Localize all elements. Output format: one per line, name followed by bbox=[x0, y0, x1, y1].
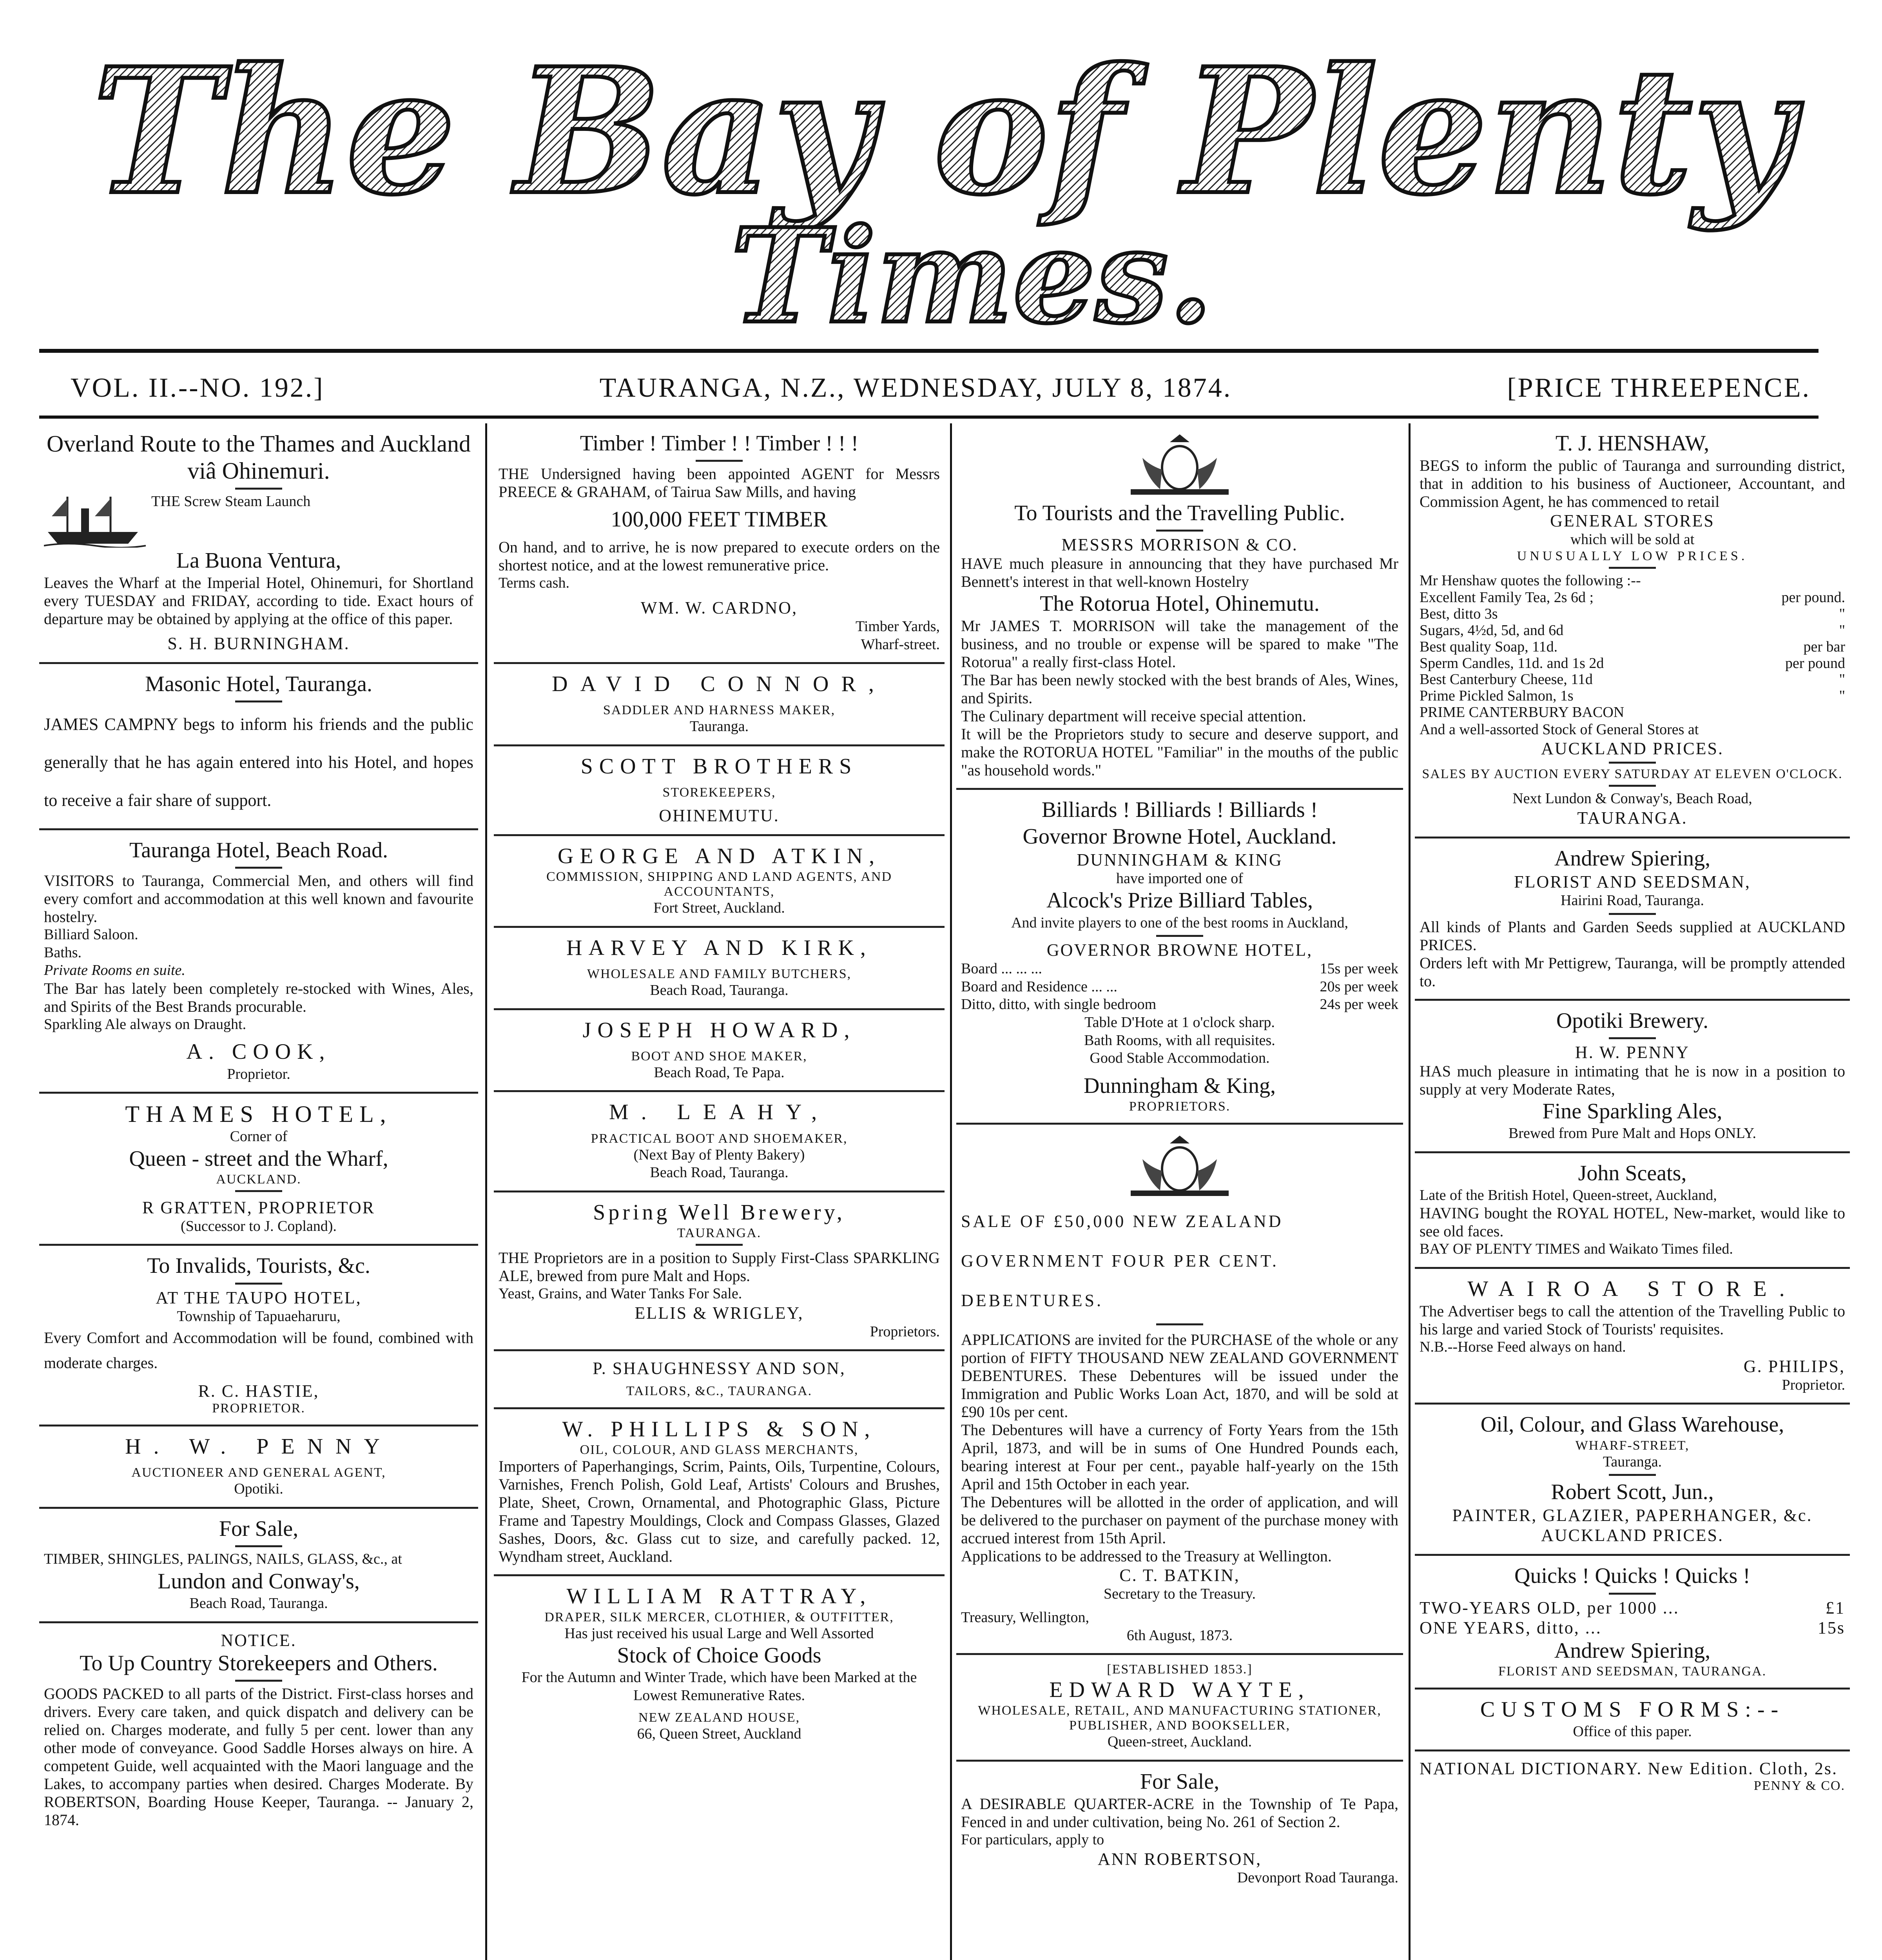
ad-national-dictionary bbox=[1415, 1751, 1850, 1802]
place: Tauranga. bbox=[689, 718, 749, 735]
ad-body: And invite players to one of the best rooms in Auckland, bbox=[1011, 914, 1349, 931]
ad-title: Opotiki Brewery. bbox=[1556, 1008, 1709, 1033]
masthead-title-line1: The Bay of Plenty bbox=[92, 30, 1793, 233]
ad-title: DAVID CONNOR, bbox=[552, 672, 887, 697]
terms: Terms cash. bbox=[499, 575, 569, 592]
signature: ANN ROBERTSON, bbox=[1097, 1849, 1262, 1869]
price-row bbox=[1420, 655, 1845, 672]
late-of: Late of the British Hotel, Queen-street, Auckland, bbox=[1420, 1187, 1717, 1203]
ad-title: Billiards ! Billiards ! Billiards ! bbox=[1041, 798, 1318, 822]
signature: G. PHILIPS, bbox=[1743, 1356, 1845, 1376]
ad-title: For Sale, bbox=[1140, 1769, 1220, 1794]
divider bbox=[1156, 1323, 1203, 1325]
price: [PRICE THREEPENCE. bbox=[1507, 373, 1811, 403]
ad-body: A DESIRABLE QUARTER-ACRE in the Township of Te Papa, Fenced in and under cultivation, being No. 261 of Section 2. bbox=[961, 1795, 1398, 1831]
paragraph: The Debentures will be allotted in the order of application, and will be delivered to the purchaser on payment of the purchase money with accrued interest from 15th April. bbox=[961, 1493, 1398, 1547]
royal-crest-icon bbox=[1123, 1132, 1237, 1198]
divider bbox=[1609, 762, 1656, 764]
next-to: Next Lundon & Conway's, Beach Road, bbox=[1512, 790, 1752, 807]
item: Best Canterbury Cheese, 11d bbox=[1420, 671, 1593, 688]
signature-role: Secretary to the Treasury. bbox=[1104, 1586, 1256, 1602]
ad-title: W. PHILLIPS & SON, bbox=[562, 1417, 876, 1442]
assorted: And a well-assorted Stock of General Stores at bbox=[1420, 721, 1699, 738]
ad-title: Tauranga Hotel, Beach Road. bbox=[129, 838, 388, 862]
price: £1 bbox=[1826, 1598, 1845, 1617]
quotes-intro: Mr Henshaw quotes the following :-- bbox=[1420, 572, 1641, 589]
divider bbox=[1609, 913, 1656, 915]
yeast-line: Yeast, Grains, and Water Tanks For Sale. bbox=[499, 1285, 742, 1302]
ad-body: BEGS to inform the public of Tauranga and surrounding district, that in addition to his business of Auctioneer, Accountant, and Commission Agent, he has commenced to retail bbox=[1420, 457, 1845, 511]
ad-leahy bbox=[494, 1092, 945, 1192]
ad-body: HAVE much pleasure in announcing that they have purchased Mr Bennett's interest in that well-known Hostelry bbox=[961, 555, 1398, 591]
price-row bbox=[1420, 704, 1845, 721]
ad-body: Leaves the Wharf at the Imperial Hotel, Ohinemuri, for Shortland every TUESDAY and FRIDAY, according to tide. Exact hours of departure may be obtained by applying at the office of this paper. bbox=[44, 574, 473, 628]
house-name: NEW ZEALAND HOUSE, bbox=[638, 1710, 800, 1725]
divider bbox=[235, 488, 282, 490]
hotel-name: The Rotorua Hotel, Ohinemutu. bbox=[1040, 592, 1320, 616]
rate-row bbox=[961, 960, 1398, 978]
role: FLORIST AND SEEDSMAN, bbox=[1514, 872, 1751, 892]
ad-john-sceats bbox=[1415, 1153, 1850, 1269]
column-2 bbox=[494, 423, 945, 1960]
ad-timber bbox=[494, 423, 945, 664]
ad-title: Masonic Hotel, Tauranga. bbox=[145, 672, 372, 697]
established: [ESTABLISHED 1853.] bbox=[1107, 1662, 1253, 1677]
column-4 bbox=[1415, 423, 1850, 1960]
hotel-name-2: GOVERNOR BROWNE HOTEL, bbox=[1046, 940, 1313, 960]
rate-label: Board and Residence ... ... bbox=[961, 978, 1117, 995]
amenity: Private Rooms en suite. bbox=[44, 962, 185, 979]
item: ONE YEARS, ditto, ... bbox=[1420, 1618, 1602, 1637]
tables: Alcock's Prize Billiard Tables, bbox=[1046, 888, 1313, 913]
ad-david-connor bbox=[494, 664, 945, 746]
masthead-title-line2: Times. bbox=[731, 200, 1213, 329]
price-row bbox=[1420, 688, 1845, 704]
unit: " bbox=[1839, 671, 1845, 688]
ad-body: NATIONAL DICTIONARY. New Edition. Cloth, 2s. bbox=[1420, 1759, 1838, 1778]
ad-title: Andrew Spiering, bbox=[1554, 846, 1711, 871]
ad-body: HAS much pleasure in intimating that he is now in a position to supply at very Moderate Rates, bbox=[1420, 1062, 1845, 1098]
place: Beach Road, Tauranga. bbox=[650, 982, 789, 999]
unit: per bar bbox=[1803, 638, 1845, 655]
ad-body: All kinds of Plants and Garden Seeds supplied at AUCKLAND PRICES. bbox=[1420, 918, 1845, 954]
ad-body: Importers of Paperhangings, Scrim, Paints, Oils, Turpentine, Colours, Varnishes, French Polish, Gold Leaf, Artists' Colours and Brushes, Plate, Sheet, Crown, Ornamental, and Photographic Glass, Picture Frame and Tapestry Mouldings, Clock and Compass Glasses, Glazed Sashes, Doors, &c. Glass cut to size, and carefully packed. 12, Wyndham street, Auckland. bbox=[499, 1457, 940, 1566]
address: Wharf-street. bbox=[861, 636, 940, 653]
masthead-title bbox=[71, 24, 1815, 329]
trade: PAINTER, GLAZIER, PAPERHANGER, &c. bbox=[1452, 1506, 1813, 1525]
rate-label: Ditto, ditto, with single bedroom bbox=[961, 996, 1157, 1013]
paragraph: The Culinary department will receive special attention. bbox=[961, 707, 1306, 725]
price-row bbox=[1420, 1618, 1845, 1638]
ad-title: To Invalids, Tourists, &c. bbox=[147, 1254, 370, 1278]
ad-title: THAMES HOTEL, bbox=[125, 1101, 392, 1127]
place: Queen-street, Auckland. bbox=[1107, 1733, 1252, 1750]
note: Office of this paper. bbox=[1573, 1723, 1692, 1740]
role: WHOLESALE AND FAMILY BUTCHERS, bbox=[587, 967, 852, 982]
rate-row bbox=[961, 996, 1398, 1014]
item: TWO-YEARS OLD, per 1000 ... bbox=[1420, 1598, 1679, 1617]
notice-label: NOTICE. bbox=[221, 1630, 297, 1650]
address: 66, Queen Street, Auckland bbox=[637, 1725, 801, 1742]
ad-body: TIMBER, SHINGLES, PALINGS, NAILS, GLASS, &c., at bbox=[44, 1551, 402, 1568]
price-row bbox=[1420, 590, 1845, 606]
divider bbox=[235, 1680, 282, 1682]
dateline-rule bbox=[39, 416, 1819, 419]
divider bbox=[696, 460, 743, 462]
ad-title: HARVEY AND KIRK, bbox=[566, 935, 872, 960]
column-divider bbox=[485, 423, 487, 1960]
note: (Next Bay of Plenty Bakery) bbox=[633, 1146, 805, 1163]
ad-title: GEORGE AND ATKIN, bbox=[557, 844, 881, 869]
place: Treasury, Wellington, bbox=[961, 1609, 1089, 1626]
ad-george-atkin bbox=[494, 836, 945, 928]
ad-title: John Sceats, bbox=[1578, 1161, 1687, 1185]
role: STOREKEEPERS, bbox=[662, 785, 776, 800]
ad-spring-well-brewery bbox=[494, 1192, 945, 1351]
proprietor: R GRATTEN, PROPRIETOR bbox=[142, 1198, 375, 1217]
role: COMMISSION, SHIPPING AND LAND AGENTS, AND ACCOUNTANTS, bbox=[546, 869, 892, 899]
amenity: Baths. bbox=[44, 944, 82, 961]
ad-quicks bbox=[1415, 1556, 1850, 1689]
proprietor: Robert Scott, Jun., bbox=[1551, 1480, 1714, 1504]
auckland-prices: AUCKLAND PRICES. bbox=[1541, 739, 1724, 759]
role: AUCTIONEER AND GENERAL AGENT, bbox=[131, 1465, 386, 1480]
note: N.B.--Horse Feed always on hand. bbox=[1420, 1339, 1626, 1356]
price-row bbox=[1420, 671, 1845, 688]
divider bbox=[1156, 935, 1203, 937]
street: Queen - street and the Wharf, bbox=[129, 1146, 388, 1171]
role: TAILORS, &C., TAURANGA. bbox=[626, 1384, 812, 1399]
place: Beach Road, Te Papa. bbox=[654, 1064, 785, 1081]
paragraph: The Bar has been newly stocked with the best brands of Ales, Wines, and Spirits. bbox=[961, 671, 1398, 707]
role: FLORIST AND SEEDSMAN, TAURANGA. bbox=[1498, 1664, 1767, 1679]
ad-joseph-howard bbox=[494, 1010, 945, 1093]
item: Best, ditto 3s bbox=[1420, 606, 1498, 622]
ad-title: P. SHAUGHNESSY AND SON, bbox=[593, 1359, 846, 1378]
ad-penny-auctioneer bbox=[39, 1426, 478, 1509]
amenity: The Bar has lately been completely re-stocked with Wines, Ales, and Spirits of the Best Brands procurable. bbox=[44, 979, 473, 1015]
ad-title: EDWARD WAYTE, bbox=[1049, 1678, 1310, 1702]
ad-tauranga-hotel bbox=[39, 830, 478, 1094]
launch-intro: THE Screw Steam Launch bbox=[151, 493, 311, 510]
ad-title: Spring Well Brewery, bbox=[593, 1200, 845, 1225]
ad-body: JAMES CAMPNY begs to inform his friends and the public generally that he has again entered into his Hotel, and hopes to receive a fair share of support. bbox=[44, 715, 473, 810]
ad-body: GOODS PACKED to all parts of the District. First-class horses and drivers. Every care taken, and quick dispatch and delivery can be relied on. Charges moderate, and fully 5 per cent. lower than any other mode of conveyance. Good Saddle Horses always on hire. A competent Guide, well acquainted with the Maori language and the Lakes, to accompany parties when desired. Charges Moderate. By ROBERTSON, Boarding House Keeper, Tauranga. -- January 2, 1874. bbox=[44, 1684, 473, 1829]
corner-label: Corner of bbox=[230, 1128, 288, 1145]
column-divider bbox=[1409, 423, 1411, 1960]
brewed: Brewed from Pure Malt and Hops ONLY. bbox=[1509, 1125, 1756, 1142]
amenity: Billiard Saloon. bbox=[44, 926, 138, 943]
item: Excellent Family Tea, 2s 6d ; bbox=[1420, 589, 1594, 606]
ad-opotiki-brewery bbox=[1415, 1001, 1850, 1153]
date: 6th August, 1873. bbox=[1126, 1627, 1233, 1644]
ad-title: To Tourists and the Travelling Public. bbox=[1014, 501, 1345, 525]
masthead-rule bbox=[39, 349, 1819, 353]
ad-edward-wayte bbox=[956, 1655, 1403, 1762]
stable: Good Stable Accommodation. bbox=[1090, 1050, 1270, 1067]
divider bbox=[1609, 1037, 1656, 1039]
ad-title: CUSTOMS FORMS:-- bbox=[1480, 1697, 1785, 1722]
place-date: TAURANGA, N.Z., WEDNESDAY, JULY 8, 1874. bbox=[599, 373, 1232, 403]
ad-title: WAIROA STORE. bbox=[1467, 1277, 1797, 1301]
successor: (Successor to J. Copland). bbox=[181, 1218, 337, 1234]
dateline bbox=[71, 365, 1811, 412]
unit: " bbox=[1839, 688, 1845, 704]
price-row bbox=[1420, 639, 1845, 655]
signature-role: PROPRIETOR. bbox=[212, 1401, 305, 1416]
item: Sperm Candles, 11d. and 1s 2d bbox=[1420, 655, 1604, 671]
signature: PENNY & CO. bbox=[1753, 1778, 1845, 1793]
ad-notice bbox=[39, 1623, 478, 1838]
role: OIL, COLOUR, AND GLASS MERCHANTS, bbox=[580, 1443, 859, 1457]
signature-role: PROPRIETORS. bbox=[1129, 1099, 1231, 1114]
ad-title: To Up Country Storekeepers and Others. bbox=[80, 1651, 438, 1675]
apply: For particulars, apply to bbox=[961, 1831, 1104, 1848]
ad-harvey-kirk bbox=[494, 928, 945, 1010]
township: Township of Tapuaeharuru, bbox=[177, 1308, 341, 1325]
low-prices: UNUSUALLY LOW PRICES. bbox=[1517, 548, 1748, 563]
note: have imported one of bbox=[1116, 870, 1243, 887]
vessel-name: La Buona Ventura, bbox=[176, 548, 341, 573]
ad-title: For Sale, bbox=[219, 1517, 299, 1541]
signature-role: Proprietors. bbox=[870, 1323, 940, 1340]
auction: SALES BY AUCTION EVERY SATURDAY AT ELEVEN O'CLOCK. bbox=[1422, 767, 1843, 782]
rate-row bbox=[961, 978, 1398, 996]
place: Tauranga. bbox=[1603, 1453, 1662, 1470]
paragraph: It will be the Proprietors study to secure and deserve support, and make the ROTORUA HOTEL "Familiar" in the mouths of the public "as household words." bbox=[961, 725, 1398, 779]
street: WHARF-STREET, bbox=[1575, 1438, 1690, 1453]
column-1 bbox=[39, 423, 478, 1960]
table-dhote: Table D'Hote at 1 o'clock sharp. bbox=[1084, 1014, 1275, 1031]
ad-title: Quicks ! Quicks ! Quicks ! bbox=[1514, 1564, 1750, 1588]
stock-heading: Stock of Choice Goods bbox=[617, 1643, 821, 1668]
ad-title: Oil, Colour, and Glass Warehouse, bbox=[1480, 1412, 1784, 1437]
ad-rattray bbox=[494, 1576, 945, 1751]
rate-price: 24s per week bbox=[1320, 996, 1398, 1013]
ad-debentures bbox=[956, 1125, 1403, 1655]
ad-thames-hotel bbox=[39, 1094, 478, 1246]
ad-phillips bbox=[494, 1409, 945, 1576]
price-row bbox=[1420, 622, 1845, 639]
divider bbox=[235, 1283, 282, 1285]
unit: " bbox=[1839, 622, 1845, 639]
address: Timber Yards, bbox=[855, 618, 940, 635]
signature: WM. W. CARDNO, bbox=[640, 598, 798, 617]
place: Opotiki. bbox=[234, 1481, 283, 1497]
ales: Fine Sparkling Ales, bbox=[1542, 1099, 1722, 1123]
signature-role: Proprietor. bbox=[1782, 1376, 1845, 1393]
ad-title: JOSEPH HOWARD, bbox=[582, 1018, 856, 1042]
ad-title: Timber ! Timber ! ! Timber ! ! ! bbox=[580, 431, 859, 456]
ad-title: Overland Route to the Thames and Auckland viâ Ohinemuri. bbox=[47, 431, 471, 484]
divider bbox=[235, 1190, 282, 1192]
ad-masonic-hotel bbox=[39, 664, 478, 830]
proprietor: H. W. PENNY bbox=[1575, 1042, 1690, 1062]
signature: C. T. BATKIN, bbox=[1119, 1566, 1240, 1585]
ad-body: Every Comfort and Accommodation will be found, combined with moderate charges. bbox=[44, 1329, 473, 1372]
steamship-icon bbox=[44, 493, 146, 548]
amenity: Sparkling Ale always on Draught. bbox=[44, 1016, 247, 1033]
hotel-name: AT THE TAUPO HOTEL, bbox=[156, 1288, 362, 1307]
role: DRAPER, SILK MERCER, CLOTHIER, & OUTFITTER, bbox=[544, 1610, 894, 1624]
signature-role: Proprietor. bbox=[227, 1065, 290, 1082]
place: OHINEMUTU. bbox=[659, 806, 780, 826]
item: Sugars, 4½d, 5d, and 6d bbox=[1420, 622, 1564, 639]
divider bbox=[235, 1545, 282, 1547]
ad-body: APPLICATIONS are invited for the PURCHASE of the whole or any portion of FIFTY THOUSAND NEW ZEALAND GOVERNMENT DEBENTURES. These Debentures will be issued under the Immigration and Public Works Loan Act, 1870, and will be sold at £90 10s per cent. bbox=[961, 1331, 1398, 1421]
signature: ELLIS & WRIGLEY, bbox=[635, 1303, 804, 1323]
paragraph: The Debentures will have a currency of Forty Years from the 15th April, 1873, and will be in sums of One Hundred Pounds each, bearing interest at Four per cent., payable half-yearly on the 15th April and 15th October in each year. bbox=[961, 1421, 1398, 1493]
ad-title: SALE OF £50,000 NEW ZEALAND GOVERNMENT FOUR PER CENT. DEBENTURES. bbox=[961, 1211, 1284, 1310]
ad-body: VISITORS to Tauranga, Commercial Men, and others will find every comfort and accommodation at this well known and favourite hostelry. bbox=[44, 871, 473, 926]
ad-oil-colour-glass bbox=[1415, 1405, 1850, 1556]
place: Devonport Road Tauranga. bbox=[1237, 1869, 1398, 1886]
ad-title: H. W. PENNY bbox=[125, 1434, 392, 1459]
firm: MESSRS MORRISON & CO. bbox=[1061, 535, 1298, 555]
ad-title: T. J. HENSHAW, bbox=[1555, 431, 1710, 456]
divider bbox=[1609, 1593, 1656, 1595]
ad-billiards bbox=[956, 790, 1403, 1125]
unit: per pound. bbox=[1781, 589, 1845, 606]
ad-for-sale-timber bbox=[39, 1509, 478, 1623]
note: Has just received his usual Large and Well Assorted bbox=[564, 1625, 874, 1642]
royal-crest-icon bbox=[1123, 430, 1237, 497]
divider bbox=[1156, 530, 1203, 532]
divider bbox=[1609, 567, 1656, 569]
divider bbox=[235, 867, 282, 869]
ad-body: The Advertiser begs to call the attention of the Travelling Public to his large and varied Stock of Tourists' requisites. bbox=[1420, 1302, 1845, 1338]
place: Fort Street, Auckland. bbox=[653, 900, 785, 916]
ad-body: THE Undersigned having been appointed AGENT for Messrs PREECE & GRAHAM, of Tairua Saw Mills, and having bbox=[499, 465, 940, 501]
paragraph: Applications to be addressed to the Treasury at Wellington. bbox=[961, 1547, 1332, 1565]
firm: DUNNINGHAM & KING bbox=[1077, 850, 1283, 869]
timber-amount: 100,000 FEET TIMBER bbox=[611, 507, 828, 532]
signature: S. H. BURNINGHAM. bbox=[167, 634, 350, 653]
ad-body: THE Proprietors are in a position to Supply First-Class SPARKLING ALE, brewed from pure Malt and Hops. bbox=[499, 1249, 940, 1285]
ad-body-2: On hand, and to arrive, he is now prepared to execute orders on the shortest notice, and at the lowest remunerative price. bbox=[499, 538, 940, 574]
price-row bbox=[1420, 1598, 1845, 1618]
price: 15s bbox=[1817, 1618, 1845, 1637]
rate-label: Board ... ... ... bbox=[961, 960, 1042, 977]
role: SADDLER AND HARNESS MAKER, bbox=[603, 703, 836, 718]
ad-title: WILLIAM RATTRAY, bbox=[566, 1584, 872, 1609]
signature: A. COOK, bbox=[186, 1040, 331, 1064]
ad-body: For the Autumn and Winter Trade, which have been Marked at the Lowest Remunerative Rates. bbox=[521, 1669, 917, 1704]
ad-henshaw bbox=[1415, 423, 1850, 838]
ad-wairoa-store bbox=[1415, 1269, 1850, 1405]
role: WHOLESALE, RETAIL, AND MANUFACTURING STATIONER, PUBLISHER, AND BOOKSELLER, bbox=[978, 1703, 1382, 1733]
ad-taupo-hotel bbox=[39, 1246, 478, 1426]
ad-body: HAVING bought the ROYAL HOTEL, New-market, would like to see old faces. bbox=[1420, 1204, 1845, 1240]
ad-shaughnessy bbox=[494, 1351, 945, 1409]
unit: per pound bbox=[1785, 655, 1845, 671]
signature: Dunningham & King, bbox=[1084, 1073, 1276, 1098]
general-stores: GENERAL STORES bbox=[1550, 511, 1715, 531]
ad-title: SCOTT BROTHERS bbox=[580, 754, 858, 779]
place: TAURANGA. bbox=[677, 1226, 762, 1241]
ad-for-sale-quarter-acre bbox=[956, 1762, 1403, 1895]
item: Best quality Soap, 11d. bbox=[1420, 638, 1558, 655]
signature: R. C. HASTIE, bbox=[198, 1381, 319, 1401]
divider bbox=[1609, 1474, 1656, 1476]
unit: " bbox=[1839, 606, 1845, 622]
firm: Lundon and Conway's, bbox=[158, 1569, 360, 1593]
ad-rotorua-hotel bbox=[956, 423, 1403, 790]
papers-filed: BAY OF PLENTY TIMES and Waikato Times filed. bbox=[1420, 1241, 1733, 1258]
column-divider bbox=[950, 423, 952, 1960]
bath-rooms: Bath Rooms, with all requisites. bbox=[1084, 1032, 1275, 1049]
ad-overland-route bbox=[39, 423, 478, 664]
divider bbox=[235, 701, 282, 702]
column-3 bbox=[956, 423, 1403, 1960]
place: Beach Road, Tauranga. bbox=[189, 1595, 328, 1612]
orders: Orders left with Mr Pettigrew, Tauranga, will be promptly attended to. bbox=[1420, 954, 1845, 990]
ad-scott-brothers bbox=[494, 746, 945, 836]
ad-customs-forms bbox=[1415, 1690, 1850, 1751]
masthead bbox=[71, 24, 1815, 329]
place: Beach Road, Tauranga. bbox=[650, 1164, 789, 1181]
price-row bbox=[1420, 606, 1845, 622]
role: BOOT AND SHOE MAKER, bbox=[631, 1049, 807, 1063]
place: Hairini Road, Tauranga. bbox=[1561, 892, 1704, 909]
rate-price: 15s per week bbox=[1320, 960, 1398, 977]
paragraph: Mr JAMES T. MORRISON will take the management of the business, and no trouble or expense will be spared to make "The Rotorua" a really first-class Hotel. bbox=[961, 617, 1398, 671]
proprietor: Andrew Spiering, bbox=[1554, 1638, 1711, 1663]
divider bbox=[696, 1244, 743, 1246]
sold-at: which will be sold at bbox=[1570, 531, 1695, 548]
place: TAURANGA. bbox=[1577, 808, 1688, 828]
hotel-name: Governor Browne Hotel, Auckland. bbox=[1023, 824, 1337, 849]
rate-price: 20s per week bbox=[1320, 978, 1398, 995]
ad-title: M. LEAHY, bbox=[609, 1100, 830, 1125]
item: Prime Pickled Salmon, 1s bbox=[1420, 688, 1574, 704]
ad-andrew-spiering bbox=[1415, 838, 1850, 1001]
role: PRACTICAL BOOT AND SHOEMAKER, bbox=[591, 1131, 848, 1146]
item: PRIME CANTERBURY BACON bbox=[1420, 704, 1625, 720]
divider bbox=[1609, 785, 1656, 787]
volume-number: VOL. II.--NO. 192.] bbox=[71, 373, 325, 403]
place: AUCKLAND. bbox=[216, 1172, 301, 1187]
auckland-prices: AUCKLAND PRICES. bbox=[1541, 1526, 1724, 1545]
